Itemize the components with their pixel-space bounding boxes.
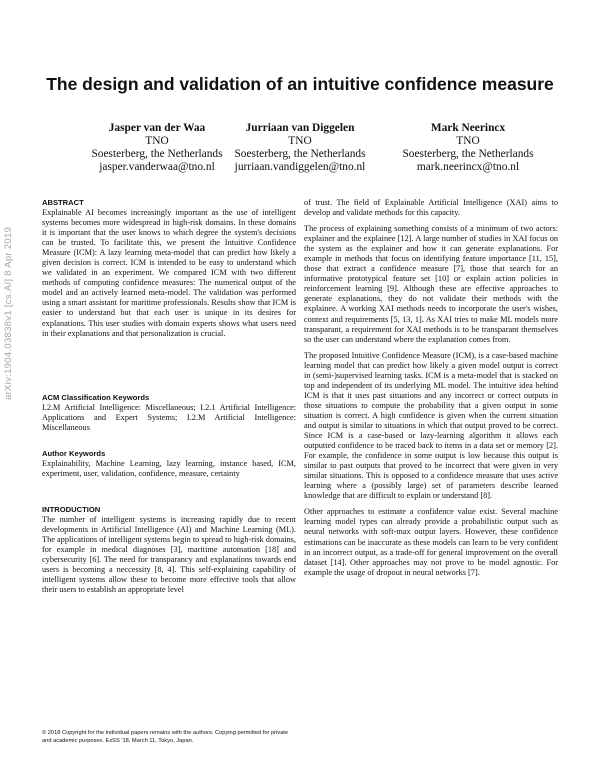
acm-section: [42, 393, 296, 433]
right-column: [304, 198, 558, 578]
introduction-heading: INTRODUCTION: [42, 505, 101, 514]
author-email[interactable]: jasper.vanderwaa@tno.nl: [99, 161, 215, 173]
paragraph: of trust. The field of Explainable Artificial Intelligence (XAI) aims to develop and validate methods for this capacity.: [304, 198, 558, 218]
author-email[interactable]: jurriaan.vandiggelen@tno.nl: [234, 161, 366, 173]
author-org: TNO: [456, 135, 480, 147]
introduction-section: [42, 505, 296, 595]
author-org: TNO: [145, 135, 169, 147]
keywords-section: [42, 449, 296, 479]
author-name: Jurriaan van Diggelen: [245, 122, 355, 134]
author-name: Jasper van der Waa: [108, 122, 206, 134]
acm-text: I.2.M Artificial Intelligence: Miscellaneous; I.2.1 Artificial Intelligence: Applications and Expert Systems; I.2.M Artificial Intelligence: Miscellaneous: [42, 403, 296, 433]
author-email[interactable]: mark.neerincx@tno.nl: [416, 161, 520, 173]
author-name: Mark Neerincx: [430, 122, 506, 134]
paragraph: The process of explaining something consists of a minimum of two actors: explainer and the explainee [12]. A large number of studies in XAI focus on the system as the explainer and how it can generate explanations. For example in methods that focus on identifying feature importance [11, 15], those that extract a confidence measure [7], those that search for an informative prototypical feature set [10] or explain action policies in reinforcement learning [9]. Although these are effective approaches to generate explanations, they do not validate their methods with the explainee. A working XAI methods needs to incorporate the user's wishes, context and requirements [5, 13, 1]. As XAI tries to make ML models more transparant, a requirement for XAI methods is to be transparant themselves so the user can understand where the explanation comes from.: [304, 224, 558, 344]
left-column: [42, 198, 296, 339]
author-location: Soesterberg, the Netherlands: [91, 148, 223, 160]
author-location: Soesterberg, the Netherlands: [402, 148, 534, 160]
introduction-text: The number of intelligent systems is increasing rapidly due to recent developments in Artificial Intelligence (AI) and Machine Learning (ML). The applications of intelligent systems begin to spread to high-risk domains, for example in medical diagnoses [3], maritime automation [18] and cybersecurity [6]. The need for transparancy and explanations towards end users is becoming a neccessity [8, 4]. This self-explaining capability of intelligent systems allow these to become more effective tools that allow their users to establish an appropriate level: [42, 515, 296, 595]
acm-heading: ACM Classification Keywords: [42, 393, 150, 402]
paragraph: The proposed Intuitive Confidence Measure (ICM), is a case-based machine learning model that can predict how likely a given model output is correct in (semi-)supervised learning tasks. ICM is a meta-model that is stacked on top and independent of its underlying ML model. The intuitive idea behind ICM is that it uses past situations and any incorrect or correct outputs in those situations to compute the probability that a given output in some situation is correct. A high confidence is given when the current situation and output is similar to situations in which that output proved to be correct. Since ICM is a case-based or lazy-learning algorithm it allows each outputted confidence to be traced back to items in a data set or memory [2]. For example, the confidence in some output is low because this output is similar to past outputs that proved to be incorrect that were given in very similar situations. This is opposed to a confidence measure that uses active learning where a (possibly large) set of parameters describe learned knowledge that are difficult to explain or understand [8].: [304, 350, 558, 501]
keywords-heading: Author Keywords: [42, 449, 106, 458]
author-org: TNO: [288, 135, 312, 147]
abstract-heading: ABSTRACT: [42, 198, 84, 207]
abstract-text: Explainable AI becomes increasingly important as the use of intelligent systems becomes more widespread in high-risk domains. In these domains it is important that the user knows to which degree the system's decisions can be trusted. To facilitate this, we present the Intuitive Confidence Measure (ICM): A lazy learning meta-model that can predict how likely a given decision is correct. ICM is intended to be easy to understand which we validated in an experiment. We compared ICM with two different methods of computing confidence measures: The numerical output of the model and an actively learned meta-model. The validation was performed using a smart assistant for maritime professionals. Results show that ICM is easier to understand but that each user is unique in its desires for explanations. This user studies with domain experts shows what users need in their explanations and that personalization is crucial.: [42, 208, 296, 338]
author-block-2: [215, 122, 385, 174]
footnote: © 2018 Copyright for the individual papers remains with the authors. Copying permitted for private and academic purposes. ExSS '18, March 11, Tokyo, Japan.: [42, 730, 289, 744]
author-block-3: [383, 122, 553, 174]
paper-title: The design and validation of an intuitive confidence measure: [46, 74, 554, 94]
paragraph: Other approaches to estimate a confidence value exist. Several machine learning model types can already provide a probabilistic output such as neural networks with soft-max output layers. However, these confidence estimations can be inaccurate as these models can learn to be very confident in an incorrect output, as a trade-off for general improvement on the overall dataset [14]. Other approaches may not prove to be model agnostic. For example the usage of dropout in neural networks [7].: [304, 507, 558, 577]
keywords-text: Explainability, Machine Learning, lazy learning, instance based, ICM, experiment, user, validation, confidence, measure, certainty: [42, 459, 296, 479]
author-location: Soesterberg, the Netherlands: [234, 148, 366, 160]
arxiv-stamp: arXiv:1904.03838v1 [cs.AI] 8 Apr 2019: [3, 226, 14, 400]
